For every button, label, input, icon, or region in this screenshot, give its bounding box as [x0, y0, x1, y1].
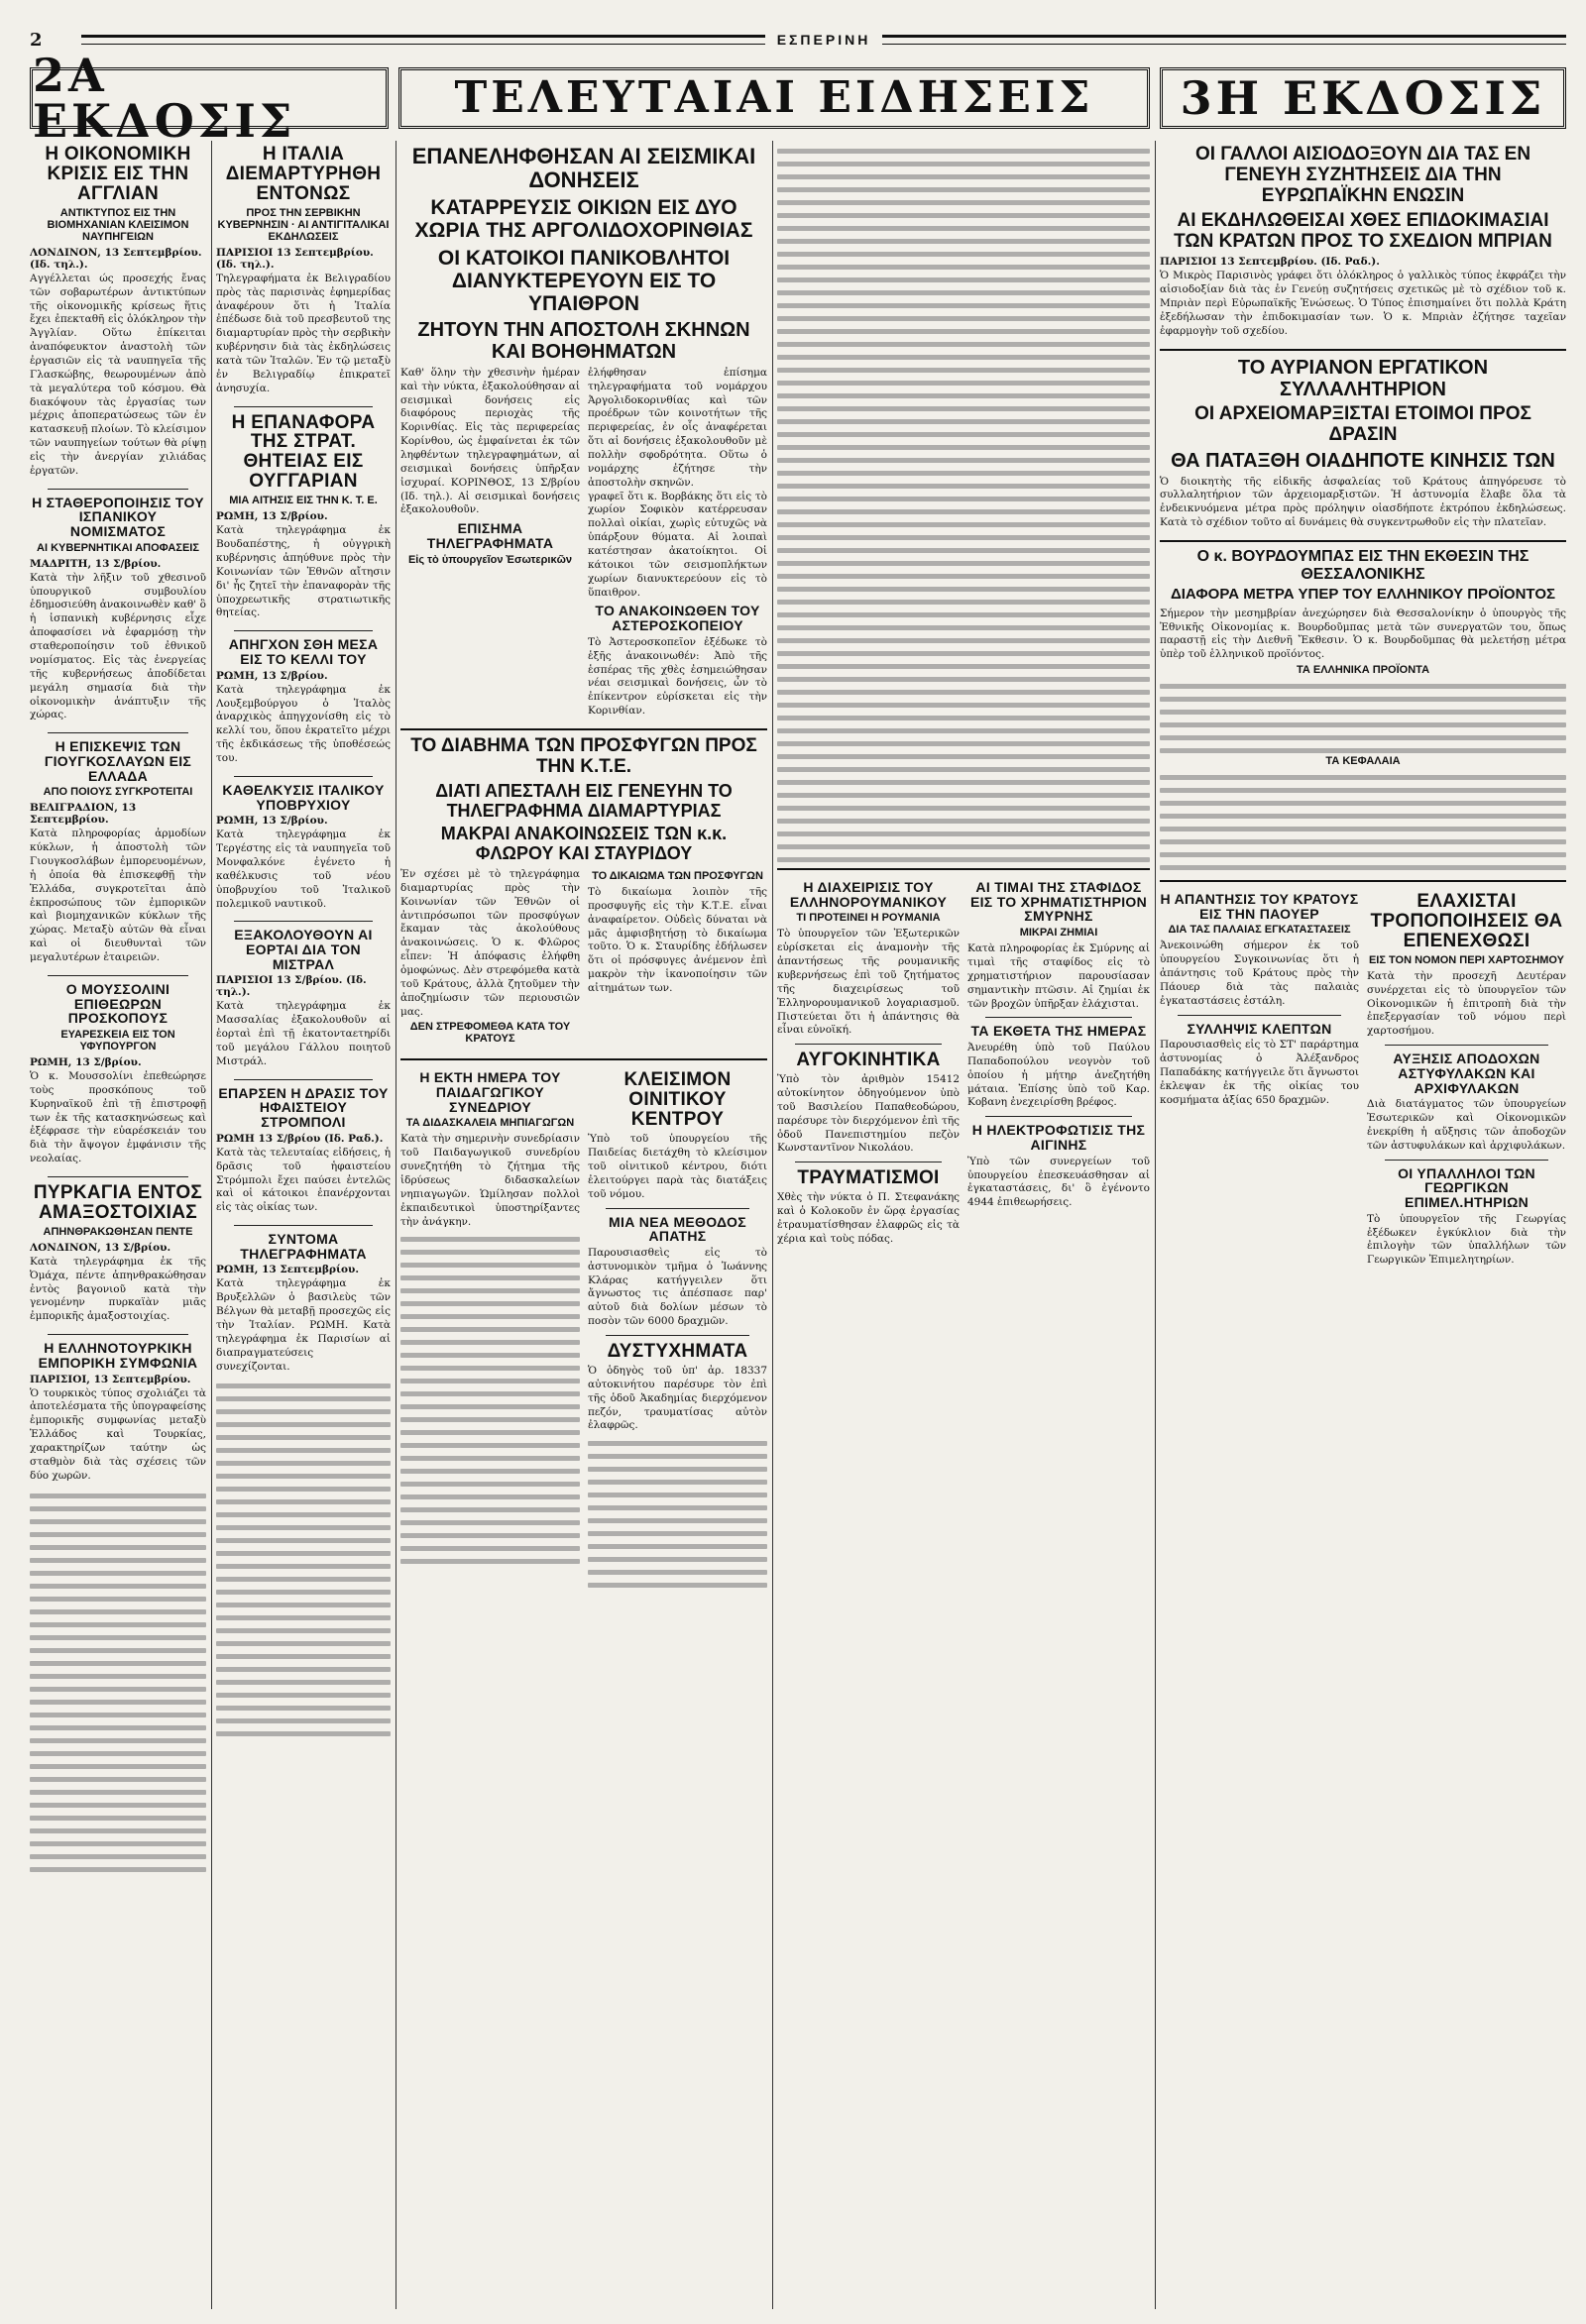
headline: Η ΙΤΑΛΙΑ ΔΙΕΜΑΡΤΥΡΗΘΗ ΕΝΤΟΝΩΣ	[225, 144, 382, 204]
divider	[1178, 1015, 1341, 1016]
article-body: Χθὲς τὴν νύκτα ὁ Π. Στεφανάκης καὶ ὁ Κολοκοῦν ἐν ὥρᾳ ἐργασίας ἐτραυματίσθησαν ἐλαφρῶς εἰς τὰ χέρια καὶ τοὺς πόδας.	[777, 1191, 960, 1245]
divider	[48, 1176, 188, 1177]
divider	[1160, 540, 1566, 542]
subheadline: ΠΡΟΣ ΤΗΝ ΣΕΡΒΙΚΗΝ ΚΥΒΕΡΝΗΣΙΝ · ΑΙ ΑΝΤΙΓΙΤΑΛΙΚΑΙ ΕΚΔΗΛΩΣΕΙΣ	[217, 206, 390, 243]
article-body: Κατὰ πληροφορίας ἐκ Σμύρνης αἱ τιμαὶ τῆς σταφίδος εἰς τὸ χρηματιστήριον παρουσίασαν σημαντικὴν πτῶσιν. Αἱ ζημίαι ἐκ τῶν βροχῶν ὑπῆρξαν ἐλάχισται.	[967, 942, 1150, 1010]
article-body: Ὁ ὁδηγὸς τοῦ ὑπ' ἀρ. 18337 αὐτοκινήτου παρέσυρε τὸν ἐπὶ τῆς ὁδοῦ Ἀκαδημίας διερχόμενον πεζόν, τραυματίσας αὐτὸν ἐλαφρῶς.	[588, 1364, 767, 1432]
lead-headline: ΤΟ ΔΙΑΒΗΜΑ ΤΩΝ ΠΡΟΣΦΥΓΩΝ ΠΡΟΣ ΤΗΝ Κ.Τ.Ε.	[410, 734, 757, 777]
article-body: Κατὰ τὴν λῆξιν τοῦ χθεσινοῦ ὑπουργικοῦ συμβουλίου ἐδημοσιεύθη ἀνακοινωθὲν καθ' ὃ ἡ ἱσπανικὴ κυβέρνησις εἶχε ἀποφασίσει νὰ ἐφαρμόσῃ τὴν σταθεροποίησιν τοῦ ἐθνικοῦ νομίσματος. Εἰς τὰς ἐνεργείας τῆς κυβερνήσεως ἀποδίδεται μεγάλη σημασία διὰ τὴν οἰκονομικὴν ἀνάπτυξιν τῆς χώρας.	[30, 571, 206, 721]
column-2	[216, 141, 391, 2309]
subheadline: ΤΑ ΚΕΦΑΛΑΙΑ	[1325, 755, 1401, 768]
subheadline: ΕΙΣ ΤΟΝ ΝΟΜΟΝ ΠΕΡΙ ΧΑΡΤΟΣΗΜΟΥ	[1368, 953, 1565, 966]
headline: ΤΑ ΕΚΘΕΤΑ ΤΗΣ ΗΜΕΡΑΣ	[970, 1023, 1147, 1040]
article-body: Διὰ διατάγματος τῶν ὑπουργείων Ἐσωτερικῶν καὶ Οἰκονομικῶν ἐνεκρίθη ἡ αὔξησις τῶν ἀποδοχῶν τῶν ἀστυφυλάκων καὶ ἀρχιφυλάκων.	[1367, 1098, 1566, 1152]
article-body: Παρουσιασθεὶς εἰς τὸ ἀστυνομικὸν τμῆμα ὁ Ἰωάννης Κλάρας κατήγγειλεν ὅτι ἄγνωστος τις ἀπέσπασε παρ' αὐτοῦ διὰ δολίων μέσων τὸ ποσὸν τῶν 6000 δραχμῶν.	[588, 1246, 767, 1328]
text-filler	[1160, 775, 1566, 870]
headline: ΤΟ ΑΝΑΚΟΙΝΩΘΕΝ ΤΟΥ ΑΣΤΕΡΟΣΚΟΠΕΙΟΥ	[595, 603, 760, 634]
article-body: Τηλεγραφήματα ἐκ Βελιγραδίου πρὸς τὰς παρισινὰς ἐφημερίδας ἀναφέρουν ὅτι ἡ Ἰταλία ἐπέδωσε διὰ τοῦ πρεσβευτοῦ της διαμαρτυρίαν πρὸς τὴν σερβικὴν κυβέρνησιν διὰ τὰς ἐκδηλώσεις κατὰ τῶν Ἰταλῶν. Ἐν τῷ μεταξὺ ἐν Βελιγραδίῳ ἐπικρατεῖ ἀνησυχία.	[216, 272, 391, 394]
column-rule	[1155, 141, 1156, 2309]
dateline: ΠΑΡΙΣΙΟΙ 13 Σ/βρίου. (Ιδ. τηλ.).	[216, 974, 367, 999]
divider	[234, 921, 373, 922]
article-body: Σήμερον τὴν μεσημβρίαν ἀνεχώρησεν διὰ Θεσσαλονίκην ὁ ὑπουργὸς τῆς Ἐθνικῆς Οἰκονομίας κ. Βουρδοῦμπας μετὰ τῶν συνεργατῶν του, ὅπως παραστῇ εἰς τὴν Διεθνῆ Ἔκθεσιν. Ὁ κ. Βουρδοῦμπας θὰ μελετήσῃ μέτρα ὑπὲρ τοῦ ἑλληνικοῦ προϊόντος.	[1160, 607, 1566, 661]
lead-headline: ΖΗΤΟΥΝ ΤΗΝ ΑΠΟΣΤΟΛΗ ΣΚΗΝΩΝ ΚΑΙ ΒΟΗΘΗΜΑΤΩΝ	[417, 318, 750, 363]
banner-2nd-edition: 2Α ΕΚΔΟΣΙΣ	[30, 67, 389, 129]
headline: ΟΙ ΥΠΑΛΛΗΛΟΙ ΤΩΝ ΓΕΩΡΓΙΚΩΝ ΕΠΙΜΕΛ.ΗΤΗΡΙΩΝ	[1398, 1164, 1535, 1211]
dateline: ΠΑΡΙΣΙΟΙ 13 Σεπτεμβρίου. (Ιδ. Ραδ.).	[1160, 256, 1380, 269]
divider	[1385, 1160, 1548, 1161]
subheadline: ΜΙΚΡΑΙ ΖΗΜΙΑΙ	[1019, 927, 1098, 940]
article	[30, 739, 206, 965]
headline: Η ΣΤΑΘΕΡΟΠΟΙΗΣΙΣ ΤΟΥ ΙΣΠΑΝΙΚΟΥ ΝΟΜΙΣΜΑΤΟΣ	[32, 494, 204, 540]
article-body: Ἀνευρέθη ὑπὸ τοῦ Παύλου Παπαδοπούλου νεογνὸν τοῦ ὁποίου ἡ μήτηρ ἀνεζητήθη μάταια. Ἐπίσης ὑπὸ τοῦ Καρ. Κοβανη ἐνεχειρίσθη βρέφος.	[967, 1042, 1150, 1109]
article	[216, 1232, 391, 1374]
headline: Ο ΜΟΥΣΣΟΛΙΝΙ ΕΠΙΘΕΩΡΩΝ ΠΡΟΣΚΟΠΟΥΣ	[65, 980, 170, 1027]
divider	[234, 1225, 373, 1226]
article-body: Κατὰ τηλεγράφημα ἐκ Μασσαλίας ἐξακολουθοῦν αἱ ἑορταὶ ἐπὶ τῇ ἑκατονταετηρίδι τοῦ μεγάλου Γάλλου ποιητοῦ Μιστράλ.	[216, 1000, 391, 1067]
article-body: Ὑπὸ τῶν συνεργείων τοῦ ὑπουργείου ἐπεσκευάσθησαν αἱ ἐγκαταστάσεις, δι' ὃ ἐγένοντο 4944 ἐπιθεωρήσεις.	[967, 1155, 1150, 1209]
article-body: Ὁ διοικητὴς τῆς εἰδικῆς ἀσφαλείας τοῦ Κράτους ἀπηγόρευσε τὸ συλλαλητήριον τῶν ἀρχειομαρξιστῶν. Ἡ ἀστυνομία ἔλαβε ὅλα τὰ ἐνδεικνυόμενα μέτρα πρὸς πρόληψιν οἱασδήποτε ἐκτρόπου ἐκδηλώσεως. Κατὰ τὸ σχέδιον τοῦτο αἱ δυνάμεις θὰ συγκεντρωθοῦν εἰς τὴν πλατεῖαν.	[1160, 475, 1566, 529]
dateline: ΠΑΡΙΣΙΟΙ, 13 Σεπτεμβρίου.	[30, 1373, 191, 1385]
lead-headline: ΕΠΑΝΕΛΗΦΘΗΣΑΝ ΑΙ ΣΕΙΣΜΙΚΑΙ ΔΟΝΗΣΕΙΣ	[411, 144, 756, 193]
article	[216, 783, 391, 912]
headline: ΚΛΕΙΣΙΜΟΝ ΟΙΝΙΤΙΚΟΥ ΚΕΝΤΡΟΥ	[623, 1069, 732, 1131]
lead-article-earthquake	[400, 145, 767, 719]
divider	[48, 489, 188, 490]
headline: ΑΠΗΓΧΟΝ ΣΘΗ ΜΕΣΑ ΕΙΣ ΤΟ ΚΕΛΛΙ ΤΟΥ	[228, 636, 379, 667]
divider	[234, 1079, 373, 1080]
divider	[400, 728, 767, 730]
divider	[606, 1208, 749, 1209]
text-filler	[777, 149, 1150, 862]
divider	[777, 868, 1150, 870]
column-rule	[211, 141, 212, 2309]
article-body: γραφεῖ ὅτι κ. Βορβάκης ὅτι εἰς τὸ χωρίον Σοφικὸν κατέρρευσαν πολλαὶ οἰκίαι, χωρὶς εὐτυχῶς νὰ ὑπάρξουν θύματα. Αἱ λοιπαὶ κατέστησαν ἀκατοίκητοι. Οἱ κάτοικοι τῶν σεισμοπλήκτων χωρίων διανυκτερεύουν εἰς τὸ ὕπαιθρον.	[588, 490, 767, 599]
article-body: Ὁ Μικρὸς Παρισινὸς γράφει ὅτι ὁλόκληρος ὁ γαλλικὸς τύπος ἐκφράζει τὴν αἰσιοδοξίαν διὰ τὰς ἐν Γενεύῃ συζητήσεις σχετικῶς μὲ τὸ σχέδιον τοῦ κ. Μπριὰν περὶ Εὐρωπαϊκῆς Ἑνώσεως. Ὁ Τύπος ἐπισημαίνει ὅτι πολλὰ Κράτη ἐξεδήλωσαν τὴν ἐπιδοκιμασίαν των. Ὁ κ. Μπριὰν ἐζήτησε ταχεῖαν ἐφαρμογὴν τοῦ σχεδίου.	[1160, 270, 1566, 337]
article-european-union	[1160, 145, 1566, 339]
article	[30, 982, 206, 1166]
column-1	[30, 141, 206, 2309]
dateline: ΡΩΜΗ, 13 Σ/βρίου.	[216, 815, 328, 828]
article-body: Τὸ ὑπουργεῖον τῶν Ἐξωτερικῶν εὑρίσκεται εἰς ἀναμονὴν τῆς ἀπαντήσεως τῆς ρουμανικῆς κυβερνήσεως ἐπὶ τοῦ ζητήματος τῆς διαχειρίσεως τοῦ Ἑλληνορουμανικοῦ λογαριασμοῦ. Πιστεύεται ὅτι ἡ ἀπάντησις θὰ εἶναι εὐνοϊκή.	[777, 928, 960, 1037]
subheadline: ΤΟ ΔΙΚΑΙΩΜΑ ΤΩΝ ΠΡΟΣΦΥΓΩΝ	[592, 869, 763, 882]
subheadline: ΑΠΟ ΠΟΙΟΥΣ ΣΥΓΚΡΟΤΕΙΤΑΙ	[43, 786, 193, 799]
article-body: Κατὰ τηλεγράφημα ἐκ Λουξεμβούργου ὁ Ἰταλὸς ἀναρχικὸς ἀπηγχονίσθη εἰς τὸ κελλί του, ὅπου ἐκρατεῖτο μέχρι τῆς ἐκδικάσεως τῆς ὑποθέσεώς του.	[216, 683, 391, 764]
divider	[1160, 349, 1566, 351]
headline: ΤΡΑΥΜΑΤΙΣΜΟΙ	[797, 1167, 940, 1189]
article	[216, 1086, 391, 1215]
lead-headline: ΚΑΤΑΡΡΕΥΣΙΣ ΟΙΚΙΩΝ ΕΙΣ ΔΥΟ ΧΩΡΙΑ ΤΗΣ ΑΡΓΟΛΙΔΟΧΟΡΙΝΘΙΑΣ	[414, 196, 753, 243]
column-4	[777, 141, 1150, 2309]
divider	[48, 732, 188, 733]
divider	[1160, 880, 1566, 882]
subheadline: ΤΑ ΕΛΛΗΝΙΚΑ ΠΡΟΪΟΝΤΑ	[1296, 664, 1430, 677]
headline: ΑΥΞΗΣΙΣ ΑΠΟΔΟΧΩΝ ΑΣΤΥΦΥΛΑΚΩΝ ΚΑΙ ΑΡΧΙΦΥΛΑΚΩΝ	[1393, 1051, 1540, 1096]
subheadline: ΕΥΑΡΕΣΚΕΙΑ ΕΙΣ ΤΟΝ ΥΦΥΠΟΥΡΓΟΝ	[60, 1028, 175, 1052]
lead-headline: ΜΑΚΡΑΙ ΑΝΑΚΟΙΝΩΣΕΙΣ ΤΩΝ κ.κ. ΦΛΩΡΟΥ ΚΑΙ ΣΤΑΥΡΙΔΟΥ	[440, 824, 728, 864]
headline: Η ΕΚΤΗ ΗΜΕΡΑ ΤΟΥ ΠΑΙΔΑΓΩΓΙΚΟΥ ΣΥΝΕΔΡΙΟΥ	[419, 1069, 561, 1115]
dateline: ΡΩΜΗ, 13 Σ/βρίου.	[216, 510, 328, 523]
newspaper-page	[30, 20, 1566, 2309]
text-filler	[216, 1383, 391, 1736]
subheadline: ΑΙ ΚΥΒΕΡΝΗΤΙΚΑΙ ΑΠΟΦΑΣΕΙΣ	[37, 541, 199, 554]
article	[30, 1183, 206, 1324]
headline: ΠΥΡΚΑΓΙΑ ΕΝΤΟΣ ΑΜΑΞΟΣΤΟΙΧΙΑΣ	[33, 1181, 203, 1223]
headline: ΕΠΙΣΗΜΑ ΤΗΛΕΓΡΑΦΗΜΑΤΑ	[426, 520, 554, 551]
masthead-rule-right	[882, 35, 1566, 45]
headline: ΑΙ ΤΙΜΑΙ ΤΗΣ ΣΤΑΦΙΔΟΣ ΕΙΣ ΤΟ ΧΡΗΜΑΤΙΣΤΗΡΙΟΝ ΣΜΥΡΝΗΣ	[969, 879, 1148, 925]
text-filler	[1160, 684, 1566, 753]
headline: ΕΞΑΚΟΛΟΥΘΟΥΝ ΑΙ ΕΟΡΤΑΙ ΔΙΑ ΤΟΝ ΜΙΣΤΡΑΛ	[234, 927, 373, 972]
article-body: Παρουσιασθεὶς εἰς τὸ ΣΤ' παράρτημα ἀστυνομίας ὁ Ἀλέξανδρος Παπαδάκης κατήγγειλε ὅτι ἄγνωστοι ἐκλεψαν ἐκ τῆς οἰκίας του κοσμήματα ἀξίας 650 δραχμῶν.	[1160, 1039, 1359, 1106]
article-body: Ὁ κ. Μουσσολίνι ἐπεθεώρησε τοὺς προσκόπους τοῦ Κυρηναϊκοῦ ἐπὶ τῇ ἐπιστροφῇ των ἐκ τῆς κατασκηνώσεως καὶ ἐξέφρασε τὴν εὐαρέσκειάν του διὰ τὴν ἄψογον ἐμφάνισιν τῆς νεολαίας.	[30, 1069, 206, 1165]
divider	[48, 975, 188, 976]
column-rule	[772, 141, 773, 2309]
headline: Η ΕΠΙΣΚΕΨΙΣ ΤΩΝ ΓΙΟΥΓΚΟΣΛΑΥΩΝ ΕΙΣ ΕΛΛΑΔΑ	[44, 738, 192, 784]
article-thessaloniki	[1160, 548, 1566, 870]
article-body: Τὸ δικαίωμα λοιπὸν τῆς προσφυγῆς εἰς τὴν Κ.Τ.Ε. εἶναι ἀναφαίρετον. Οὐδεὶς δύναται νὰ μᾶς ἀμφισβητήσῃ τὸ δικαίωμα τοῦτο. Ὁ κ. Σταυρίδης ἐδήλωσεν ὅτι οἱ πρόσφυγες ἀνέμενον ἐπὶ μακρὸν τὴν ἱκανοποίησιν τῶν αἰτημάτων των.	[588, 885, 767, 994]
article	[30, 1341, 206, 1483]
article	[216, 145, 391, 396]
article-body: ἐλήφθησαν ἐπίσημα τηλεγραφήματα τοῦ νομάρχου Ἀργολιδοκορινθίας καὶ τῶν προέδρων τῶν κοινοτήτων τῆς περιφερείας, ἐν οἷς ἀναφέρεται ὅτι αἱ δονήσεις ἐξακολουθοῦν μὲ πολλὴν σφοδρότητα. Οὕτω ὁ νομάρχης ἐζήτησε τὴν ἀποστολὴν σκηνῶν.	[588, 366, 767, 489]
article-body: Ἀνεκοινώθη σήμερον ἐκ τοῦ ὑπουργείου Συγκοινωνίας ὅτι ἡ ἀπάντησις τοῦ Κράτους πρὸς τὴν Πάουερ διὰ τὰς παλαιὰς ἐγκαταστάσεις ἐστάλη.	[1160, 940, 1359, 1007]
column-5	[1160, 141, 1566, 2309]
headline: ΚΑΘΕΛΚΥΣΙΣ ΙΤΑΛΙΚΟΥ ΥΠΟΒΡΥΧΙΟΥ	[222, 781, 385, 813]
article-body: Τὸ ὑπουργεῖον τῆς Γεωργίας ἐξέδωκεν ἐγκύκλιον διὰ τὴν ἐπιλογὴν τῶν ὑπαλλήλων τῶν Γεωργικῶν Ἐπιμελητηρίων.	[1367, 1212, 1566, 1267]
subheadline: ΔΕΝ ΣΤΡΕΦΟΜΕΘΑ ΚΑΤΑ ΤΟΥ ΚΡΑΤΟΥΣ	[409, 1021, 571, 1046]
dateline: ΜΑΔΡΙΤΗ, 13 Σ/βρίου.	[30, 557, 162, 570]
lead-headline: ΤΟ ΑΥΡΙΑΝΟΝ ΕΡΓΑΤΙΚΟΝ ΣΥΛΛΑΛΗΤΗΡΙΟΝ	[1237, 356, 1489, 400]
article-body: Κατὰ τὴν προσεχῆ Δευτέραν συνέρχεται εἰς τὸ ὑπουργεῖον τῶν Οἰκονομικῶν ἡ ἐπιτροπὴ διὰ τὴν ἐπεξεργασίαν τοῦ νόμου περὶ χαρτοσήμου.	[1367, 969, 1566, 1038]
divider	[234, 630, 373, 631]
headline: Η ΕΛΛΗΝΟΤΟΥΡΚΙΚΗ ΕΜΠΟΡΙΚΗ ΣΥΜΦΩΝΙΑ	[38, 1340, 198, 1371]
article-body: Κατὰ τηλεγράφημα ἐκ τῆς Ὀμάχα, πέντε ἀπηνθρακώθησαν ἐντὸς βαγονιοῦ κατὰ τὴν γενομένην πυρκαϊὰν μιᾶς ἐμπορικῆς ἁμαξοστοιχίας.	[30, 1255, 206, 1323]
dateline: ΡΩΜΗ, 13 Σεπτεμβρίου.	[216, 1264, 359, 1276]
page-number: 2	[30, 29, 43, 51]
article-body: Αγγέλλεται ώς προσεχής ἔνας τῶν σοβαρωτέρων ἀντικτύπων τῆς οἰκονομικῆς κρίσεως ἥτις ἔχει ἐπεκταθῆ εἰς ὁλόκληρον τὴν Ἀγγλίαν. Οὕτω ἐπίκειται ἀναπόφευκτον ἀναστολὴ τῶν ἐργασιῶν εἰς τὰ ναυπηγεῖα τῆς Γλασκώβης, θεωρουμένων ἀπὸ τὰ μεγαλύτερα τοῦ κόσμου. Θὰ διακόψουν τὰς ἐργασίας των μέχρις ἀποπερατώσεως τῶν ἐν κατασκευῇ πλοίων. Τὸ κλείσιμον τῶν ναυπηγείων τούτων θὰ ρίψῃ εἰς τὴν ἀνεργίαν χιλιάδας ἐργατῶν.	[30, 272, 206, 477]
article-body: Κατὰ τηλεγράφημα ἐκ Βρυξελλῶν ὁ βασιλεὺς τῶν Βέλγων θὰ μεταβῇ προσεχῶς εἰς τὴν Ἰταλίαν. ΡΩΜΗ. Κατὰ τηλεγράφημα ἐκ Παρισίων αἱ διαπραγματεύσεις συνεχίζονται.	[216, 1277, 391, 1373]
subheadline: ΑΝΤΙΚΤΥΠΟΣ ΕΙΣ ΤΗΝ ΒΙΟΜΗΧΑΝΙΑΝ ΚΛΕΙΣΙΜΟΝ ΝΑΥΠΗΓΕΙΩΝ	[47, 206, 189, 243]
lower-articles	[777, 876, 1150, 1247]
article	[216, 413, 391, 621]
dateline: ΒΕΛΙΓΡΑΔΙΟΝ, 13 Σεπτεμβρίου.	[30, 802, 137, 827]
headline: ΜΙΑ ΝΕΑ ΜΕΘΟΔΟΣ ΑΠΑΤΗΣ	[609, 1213, 746, 1245]
column-3	[400, 141, 767, 2309]
article-body: Κατὰ πληροφορίας ἀρμοδίων κύκλων, ἡ ἀποστολὴ τῶν Γιουγκοσλάβων ἐμπορευομένων, ἡ ὁποία θὰ ἐπισκεφθῇ τὴν Ἑλλάδα, συγκροτεῖται ἀπὸ ἐκπροσώπους τῶν ἐμπορικῶν καὶ βιομηχανικῶν κύκλων τῆς χώρας. Μεταξὺ αὐτῶν θὰ εἶναι καὶ οἱ διευθυνταὶ τῶν μεγαλυτέρων ἑταιρειῶν.	[30, 828, 206, 964]
text-filler	[588, 1441, 767, 1588]
article-body: Τὸ Ἀστεροσκοπεῖον ἐξέδωκε τὸ ἑξῆς ἀνακοινωθέν: Ἀπὸ τῆς ἑσπέρας τῆς χθὲς ἐσημειώθησαν νέαι σεισμικαὶ δονήσεις, ὧν τὸ ἐπίκεντρον εὑρίσκεται εἰς τὴν Κορινθίαν.	[588, 635, 767, 718]
headline: Η ΔΙΑΧΕΙΡΙΣΙΣ ΤΟΥ ΕΛΛΗΝΟΡΟΥΜΑΝΙΚΟΥ	[789, 879, 948, 910]
subheadline: ΔΙΑ ΤΑΣ ΠΑΛΑΙΑΣ ΕΓΚΑΤΑΣΤΑΣΕΙΣ	[1168, 924, 1351, 937]
divider	[234, 776, 373, 777]
dateline: ΡΩΜΗ, 13 Σ/βρίου.	[30, 1055, 142, 1068]
headline: Η ΗΛΕΚΤΡΟΦΩΤΙΣΙΣ ΤΗΣ ΑΙΓΙΝΗΣ	[971, 1122, 1146, 1154]
divider	[795, 1044, 942, 1045]
divider	[985, 1017, 1132, 1018]
article-body: Ὁ τουρκικὸς τύπος σχολιάζει τὰ ἀποτελέσματα τῆς ὑπογραφείσης ἐμπορικῆς συμφωνίας μεταξὺ Ἑλλάδος καὶ Τουρκίας, χαρακτηρίζων ταύτην ὡς σταθμὸν διὰ τὰς σχέσεις τῶν δύο χωρῶν.	[30, 1386, 206, 1482]
article-body: Ἐν σχέσει μὲ τὸ τηλεγράφημα διαμαρτυρίας πρὸς τὴν Κοινωνίαν τῶν Ἐθνῶν οἱ ἀντιπρόσωποι τῶν προσφύγων ἔκαμαν τὰς ἀκολούθους ἀνακοινώσεις. Ὁ κ. Φλῶρος εἶπεν: Ἡ ἀπόφασις ἐλήφθη ὁμοφώνως. Δὲν στρεφόμεθα κατὰ τοῦ Κράτους, ἀλλὰ ζητοῦμεν τὴν ἀποζημίωσιν τῶν περιουσιῶν μας.	[400, 867, 580, 1018]
headline: ΕΛΑΧΙΣΤΑΙ ΤΡΟΠΟΠΟΙΗΣΕΙΣ ΘΑ ΕΠΕΝΕΧΘΩΣΙ	[1370, 891, 1563, 951]
headline: ΣΥΛΛΗΨΙΣ ΚΛΕΠΤΩΝ	[1187, 1020, 1332, 1037]
lead-headline: ΟΙ ΓΑΛΛΟΙ ΑΙΣΙΟΔΟΞΟΥΝ ΔΙΑ ΤΑΣ ΕΝ ΓΕΝΕΥΗ ΣΥΖΗΤΗΣΕΙΣ ΔΙΑ ΤΗΝ ΕΥΡΩΠΑΪΚΗΝ ΕΝΩΣΙΝ	[1194, 144, 1531, 206]
lead-headline: Ο κ. ΒΟΥΡΔΟΥΜΠΑΣ ΕΙΣ ΤΗΝ ΕΚΘΕΣΙΝ ΤΗΣ ΘΕΣΣΑΛΟΝΙΚΗΣ	[1196, 547, 1529, 583]
article	[30, 496, 206, 723]
article-body: Κατὰ τὰς τελευταίας εἰδήσεις, ἡ δρᾶσις τοῦ ἡφαιστείου Στρόμπολι ἔχει παύσει ἐντελῶς καὶ οἱ κάτοικοι ἐπανέρχονται εἰς τὰς οἰκίας των.	[216, 1146, 391, 1214]
banner-3rd-edition: 3Η ΕΚΔΟΣΙΣ	[1160, 67, 1566, 129]
dateline: ΡΩΜΗ 13 Σ/βρίου (Ιδ. Ραδ.).	[216, 1132, 384, 1145]
headline: Η ΟΙΚΟΝΟΜΙΚΗ ΚΡΙΣΙΣ ΕΙΣ ΤΗΝ ΑΓΓΛΙΑΝ	[45, 144, 191, 204]
dateline: ΛΟΝΔΙΝΟΝ, 13 Σ/βρίου.	[30, 1241, 171, 1254]
subheadline: ΜΙΑ ΑΙΤΗΣΙΣ ΕΙΣ ΤΗΝ Κ. Τ. Ε.	[229, 495, 378, 507]
masthead-rule-left	[81, 35, 765, 45]
subheadline: ΤΑ ΔΙΔΑΣΚΑΛΕΙΑ ΜΗΠΙΑΓΩΓΩΝ	[405, 1117, 575, 1130]
headline: ΔΥΣΤΥΧΗΜΑΤΑ	[607, 1341, 748, 1363]
article-body: Ὑπὸ τὸν ἀριθμὸν 15412 αὐτοκίνητον ὁδηγούμενον ὑπὸ τοῦ Βασιλείου Παπαθεοδώρου, παρέσυρε τὸν διερχόμενον ἐπὶ τῆς ὁδοῦ Πανεπιστημίου πεζὸν Κωνσταντῖνον Νικολάου.	[777, 1073, 960, 1155]
headline: Η ΑΠΑΝΤΗΣΙΣ ΤΟΥ ΚΡΑΤΟΥΣ ΕΙΣ ΤΗΝ ΠΑΟΥΕΡ	[1160, 891, 1359, 922]
headline: ΕΠΑΡΣΕΝ Η ΔΡΑΣΙΣ ΤΟΥ ΗΦΑΙΣΤΕΙΟΥ ΣΤΡΟΜΠΟΛΙ	[218, 1084, 389, 1131]
lower-right-articles	[1160, 888, 1566, 1268]
paper-name: ΕΣΠΕΡΙΝΗ	[776, 32, 871, 48]
subheadline: ΑΠΗΝΘΡΑΚΩΘΗΣΑΝ ΠΕΝΤΕ	[43, 1225, 193, 1238]
article-columns	[400, 868, 767, 1049]
divider	[985, 1116, 1132, 1117]
dateline: ΠΑΡΙΣΙΟΙ 13 Σεπτεμβρίου. (Ιδ. τηλ.).	[216, 246, 374, 271]
dateline: ΛΟΝΔΙΝΟΝ, 13 Σεπτεμβρίου. (Ιδ. τηλ.).	[30, 246, 202, 271]
edition-banners	[30, 49, 1566, 148]
headline: ΑΥΓΟΚΙΝΗΤΙΚΑ	[796, 1050, 941, 1071]
article	[216, 637, 391, 766]
article	[30, 145, 206, 479]
article-body: Ὑπὸ τοῦ ὑπουργείου τῆς Παιδείας διετάχθη τὸ κλείσιμον τοῦ οἰνιτικοῦ κέντρου, διότι ἐλειτούργει παρὰ τὰς διατάξεις τοῦ νόμου.	[588, 1133, 767, 1200]
article	[216, 928, 391, 1068]
article-body: Κατὰ τηλεγράφημα ἐκ Τεργέστης εἰς τὰ ναυπηγεῖα τοῦ Μονφαλκόνε ἐγένετο ἡ καθέλκυσις τοῦ νέου ὑποβρυχίου τοῦ Ἰταλικοῦ πολεμικοῦ ναυτικοῦ.	[216, 829, 391, 910]
lead-article-columns	[400, 367, 767, 719]
dateline: ΡΩΜΗ, 13 Σ/βρίου.	[216, 669, 328, 682]
article-body: Κατὰ τὴν σημερινὴν συνεδρίασιν τοῦ Παιδαγωγικοῦ συνεδρίου συνεζητήθη τὸ ζήτημα τῆς ἱδρύσεως διδασκαλείων νηπιαγωγῶν. Ὡμίλησαν πολλοὶ ἐκπαιδευτικοὶ ὑποστηρίξαντες τὴν ἀνάγκην.	[400, 1133, 580, 1228]
divider	[1385, 1045, 1548, 1046]
divider	[48, 1334, 188, 1335]
article-refugees	[400, 736, 767, 1049]
banner-latest-news: ΤΕΛΕΥΤΑΙΑΙ ΕΙΔΗΣΕΙΣ	[398, 67, 1150, 129]
text-filler	[400, 1237, 580, 1564]
lead-headline: ΟΙ ΚΑΤΟΙΚΟΙ ΠΑΝΙΚΟΒΛΗΤΟΙ ΔΙΑΝΥΚΤΕΡΕΥΟΥΝ ΕΙΣ ΤΟ ΥΠΑΙΘΡΟΝ	[437, 246, 731, 315]
lead-headline: ΟΙ ΑΡΧΕΙΟΜΑΡΞΙΣΤΑΙ ΕΤΟΙΜΟΙ ΠΡΟΣ ΔΡΑΣΙΝ	[1194, 402, 1531, 445]
subheadline: Εἰς τὸ ὑπουργεῖον Ἐσωτερικῶν	[407, 553, 573, 566]
subheadline: ΔΙΑΦΟΡΑ ΜΕΤΡΑ ΥΠΕΡ ΤΟΥ ΕΛΛΗΝΙΚΟΥ ΠΡΟΪΟΝΤΟΣ	[1170, 586, 1555, 604]
headline: Η ΕΠΑΝΑΦΟΡΑ ΤΗΣ ΣΤΡΑΤ. ΘΗΤΕΙΑΣ ΕΙΣ ΟΥΓΓΑΡΙΑΝ	[231, 411, 376, 493]
article-body: Καθ' ὅλην τὴν χθεσινὴν ἡμέραν καὶ τὴν νύκτα, ἐξακολούθησαν αἱ σεισμικαὶ δονήσεις εἰς διαφόρους περιοχὰς τῆς Κορινθίας. Εἰς τὰς περιφερείας Κορίνθου, ὡς ἐμφαίνεται ἐκ τῶν ληφθέντων τηλεγραφημάτων, αἱ σεισμικαὶ δονήσεις ὑπῆρξαν ἰσχυραί. ΚΟΡΙΝΘΟΣ, 13 Σ/βρίου (Ιδ. τηλ.). Αἱ σεισμικαὶ δονήσεις ἐξακολουθοῦν.	[400, 366, 580, 516]
bottom-articles	[400, 1066, 767, 1588]
divider	[400, 1058, 767, 1060]
lead-headline: ΑΙ ΕΚΔΗΛΩΘΕΙΣΑΙ ΧΘΕΣ ΕΠΙΔΟΚΙΜΑΣΙΑΙ ΤΩΝ ΚΡΑΤΩΝ ΠΡΟΣ ΤΟ ΣΧΕΔΙΟΝ ΜΠΡΙΑΝ	[1174, 209, 1552, 252]
divider	[606, 1335, 749, 1336]
lead-headline: ΘΑ ΠΑΤΑΞΘΗ ΟΙΑΔΗΠΟΤΕ ΚΙΝΗΣΙΣ ΤΩΝ	[1171, 449, 1555, 472]
headline: ΣΥΝΤΟΜΑ ΤΗΛΕΓΡΑΦΗΜΑΤΑ	[240, 1231, 367, 1262]
divider	[234, 406, 373, 407]
lead-headline: ΔΙΑΤΙ ΑΠΕΣΤΑΛΗ ΕΙΣ ΓΕΝΕΥΗΝ ΤΟ ΤΗΛΕΓΡΑΦΗΜΑ ΔΙΑΜΑΡΤΥΡΙΑΣ	[435, 780, 733, 821]
article-labor-rally	[1160, 357, 1566, 530]
article-body: Κατὰ τηλεγράφημα ἐκ Βουδαπέστης, ἡ οὐγγρικὴ κυβέρνησις ἀπηύθυνε πρὸς τὴν Κοινωνίαν τῶν Ἐθνῶν αἴτησιν δι' ἧς ζητεῖ τὴν ἐπαναφορὰν τῆς ὑποχρεωτικῆς στρατιωτικῆς θητείας.	[216, 524, 391, 619]
subheadline: ΤΙ ΠΡΟΤΕΙΝΕΙ Η ΡΟΥΜΑΝΙΑ	[796, 912, 941, 925]
text-filler	[30, 1494, 206, 1872]
